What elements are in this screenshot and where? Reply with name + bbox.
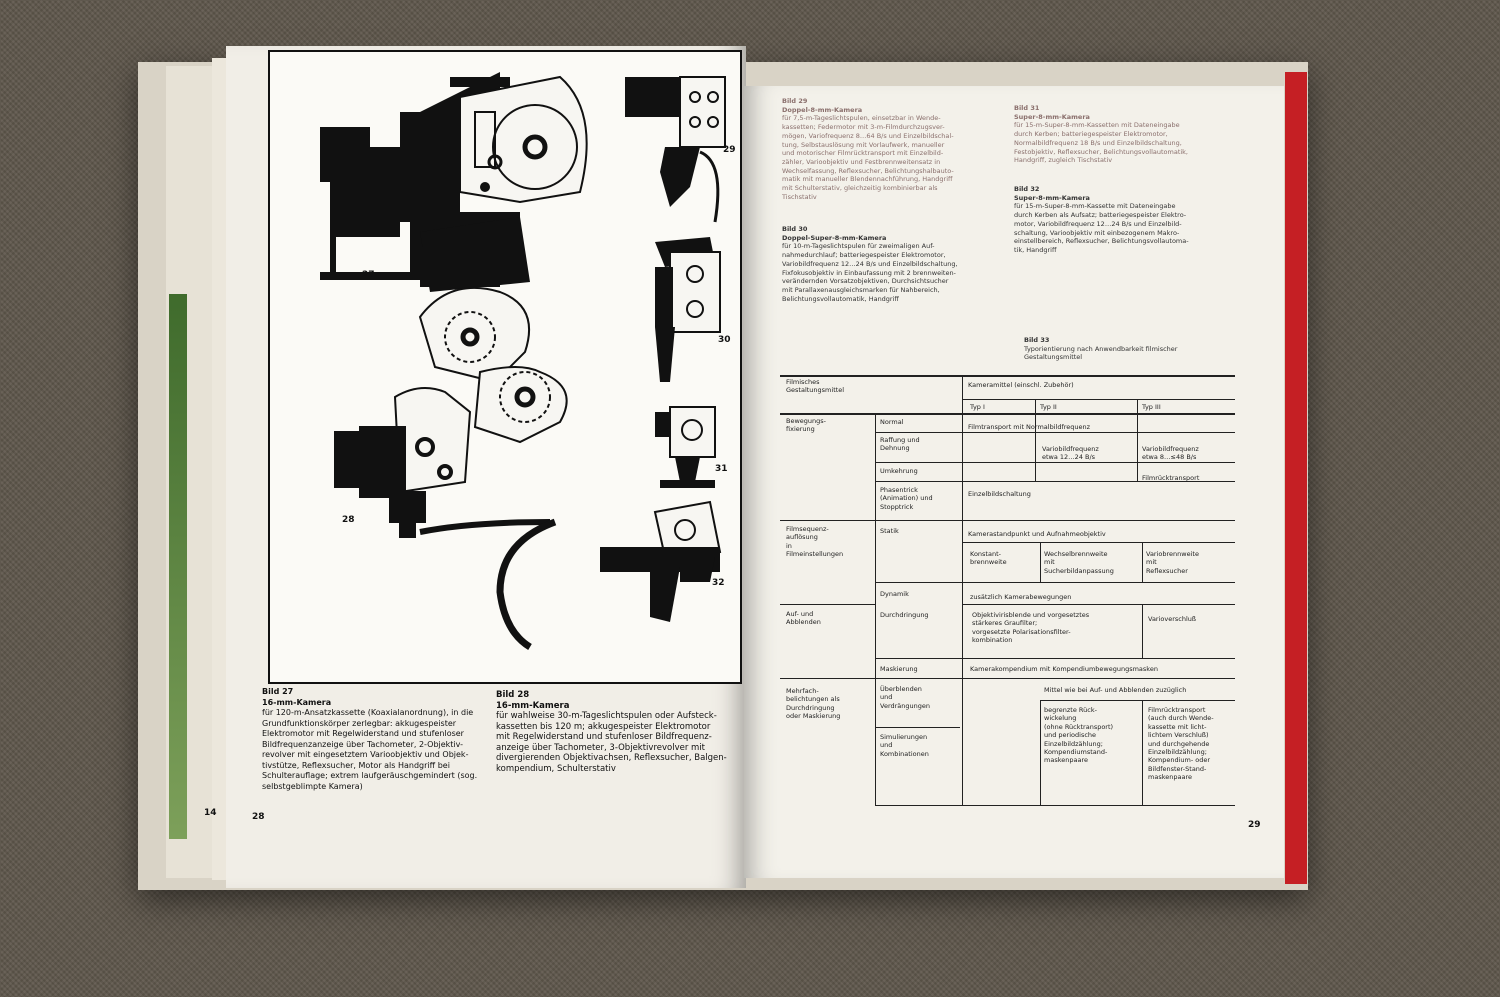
- cell-line: maskenpaare: [1148, 773, 1192, 782]
- camera-29-drawing: [625, 77, 725, 222]
- cell-einzelbild: Einzelbildschaltung: [968, 490, 1031, 498]
- cell-line: belichtungen als: [786, 695, 840, 704]
- caption-27-line: revolver mit eingesetztem Varioobjektiv und Objek-: [262, 750, 469, 759]
- cell-begrenzte-rueckwickelung: [1044, 706, 1113, 765]
- cell-line: Bewegungs-: [786, 417, 826, 425]
- cell-varioverschluss: Varioverschluß: [1148, 615, 1196, 623]
- cell-line: Kompendium- oder: [1148, 756, 1211, 765]
- cell-line: oder Maskierung: [786, 712, 841, 721]
- figure-number-28: 28: [342, 515, 355, 525]
- caption-28-line: kassetten bis 120 m; akkugespeister Elektromotor: [496, 721, 711, 732]
- camera-illustrations: [270, 52, 740, 682]
- table-rule: [1040, 542, 1041, 582]
- cell-mittel-wie-bei: Mittel wie bei Auf- und Abblenden zuzüglich: [1044, 686, 1187, 694]
- cell-line: Variobrennweite: [1146, 550, 1199, 558]
- cell-zusaetzlich: zusätzlich Kamerabewegungen: [970, 593, 1072, 601]
- cell-konstantbrennweite: [970, 550, 1007, 567]
- header-line: Filmisches: [786, 378, 820, 386]
- caption-33-title: Bild 33: [1024, 336, 1050, 344]
- right-page-number: 29: [1248, 820, 1261, 830]
- caption-bild-27: [262, 687, 492, 792]
- caption-30-line: Fixfokusobjektiv in Einbaufassung mit 2 brennweiten-: [782, 268, 956, 277]
- caption-29-line: zähler, Varioobjektiv und Festbrennweitensatz in: [782, 157, 941, 166]
- caption-33-line: Typorientierung nach Anwendbarkeit filmischer: [1024, 344, 1178, 353]
- cell-filmruecktransport-wende: [1148, 706, 1214, 782]
- table-rule: [875, 727, 960, 728]
- underlying-page-number: 14: [204, 808, 217, 818]
- cell-line: (auch durch Wende-: [1148, 714, 1214, 723]
- caption-31-line: Handgriff, zugleich Tischstativ: [1014, 156, 1113, 165]
- caption-32-line: schaltung, Varioobjektiv mit einbezogenem Makro-: [1014, 228, 1180, 237]
- caption-28-line: für wahlweise 30-m-Tageslichtspulen oder Aufsteck-: [496, 711, 717, 721]
- cell-line: Auf- und: [786, 610, 814, 618]
- cell-line: Überblenden: [880, 685, 922, 693]
- camera-27-magazine: [460, 77, 587, 202]
- figure-frame: [268, 50, 742, 684]
- caption-28-line: divergierenden Objektivachsen, Reflexsucher, Balgen-: [496, 753, 727, 763]
- caption-27-line: tivstütze, Reflexsucher, Motor als Handgriff bei: [262, 760, 450, 770]
- caption-30-line: verändernden Vorsatzobjektiven, Durchsichtsucher: [782, 277, 949, 286]
- table-rule: [1040, 700, 1235, 701]
- caption-27-line: Schulterauflage; extrem laufgeräuschgemindert (sog.: [262, 771, 478, 780]
- row-filmsequenz: [786, 525, 843, 559]
- cell-line: Wechselbrennweite: [1044, 550, 1108, 558]
- cell-line: Verdrängungen: [880, 701, 931, 710]
- row-bewegungsfixierung: [786, 417, 826, 434]
- caption-32-line: durch Kerben als Aufsatz; batteriegespeister Elektro-: [1014, 211, 1187, 220]
- caption-bild-28: [496, 690, 736, 774]
- cell-line: begrenzte Rück-: [1044, 706, 1097, 714]
- table-rule: [1142, 604, 1143, 658]
- gestaltungsmittel-table: [780, 375, 1235, 805]
- caption-32-line: motor, Variobildfrequenz 12…24 B/s und Einzelbild-: [1014, 219, 1182, 228]
- caption-27-line: Bildfrequenzanzeige über Tachometer, 2-Objektiv-: [262, 739, 464, 749]
- header-typ-3: Typ III: [1142, 403, 1161, 411]
- table-rule: [962, 399, 1235, 400]
- caption-27-line: selbstgeblimpte Kamera): [262, 781, 363, 791]
- header-kameramittel: Kameramittel (einschl. Zubehör): [968, 381, 1074, 389]
- table-rule: [962, 375, 963, 805]
- caption-31-title: Bild 31: [1014, 104, 1040, 112]
- table-rule: [875, 582, 1235, 583]
- cell-line: (Animation) und: [880, 494, 933, 503]
- table-rule: [1142, 542, 1143, 582]
- cell-line: und durchgehende: [1148, 739, 1210, 748]
- figure-number-30: 30: [718, 335, 731, 345]
- cell-line: Phasentrick: [880, 486, 918, 494]
- cell-line: und: [880, 693, 893, 702]
- caption-27-title: Bild 27: [262, 687, 294, 696]
- caption-27-line: Elektromotor mit Regelwiderstand und stufenloser: [262, 729, 464, 738]
- header-typ-2: Typ II: [1040, 403, 1057, 411]
- left-page-number: 28: [252, 812, 265, 822]
- cell-filmtransport: Filmtransport mit Normalbildfrequenz: [968, 423, 1091, 431]
- table-rule: [780, 604, 875, 605]
- cell-line: etwa 12…24 B/s: [1042, 453, 1096, 462]
- cell-objektivirisblende: [972, 611, 1089, 645]
- caption-29-line: mit Schulterstativ, gleichzeitig kombinierbar als: [782, 184, 938, 193]
- cell-line: fixierung: [786, 425, 815, 434]
- cell-line: Kompendiumstand-: [1044, 748, 1108, 757]
- cell-line: kassette mit licht-: [1148, 722, 1207, 731]
- camera-30-drawing: [655, 237, 720, 382]
- caption-30-line: Belichtungsvollautomatik, Handgriff: [782, 294, 899, 303]
- caption-27-line: für 120-m-Ansatzkassette (Koaxialanordnung), in die: [262, 708, 474, 717]
- table-rule: [1137, 399, 1138, 481]
- cell-line: Reflexsucher: [1146, 566, 1188, 575]
- caption-31-line: für 15-m-Super-8-mm-Kassetten mit Dateneingabe: [1014, 121, 1180, 130]
- cell-line: Filmsequenz-: [786, 525, 829, 533]
- cell-line: etwa 8…≤48 B/s: [1142, 453, 1197, 462]
- caption-28-line: anzeige über Tachometer, 3-Objektivrevolver mit: [496, 742, 706, 753]
- header-gestaltungsmittel: [786, 378, 844, 395]
- caption-31-line: Festobjektiv, Reflexsucher, Belichtungsvollautomatik,: [1014, 147, 1189, 156]
- camera-31-drawing: [655, 407, 715, 488]
- cell-line: Dehnung: [880, 444, 910, 453]
- cell-line: brennweite: [970, 558, 1007, 567]
- cell-dynamik: Dynamik: [880, 590, 909, 598]
- caption-29-line: Tischstativ: [782, 192, 817, 201]
- cell-normal: Normal: [880, 418, 904, 426]
- caption-28-subtitle: 16-mm-Kamera: [496, 700, 570, 711]
- cell-kompendium: Kamerakompendium mit Kompendiumbewegungsmasken: [970, 665, 1158, 673]
- table-rule: [875, 462, 1235, 463]
- caption-32-subtitle: Super-8-mm-Kamera: [1014, 193, 1090, 202]
- camera-28-drawing: [335, 288, 567, 647]
- header-line: Gestaltungsmittel: [786, 386, 845, 395]
- cell-line: Durchdringung: [786, 703, 835, 712]
- caption-27-line: Grundfunktionskörper zerlegbar: akkugespeister: [262, 718, 457, 728]
- caption-30-line: Variobildfrequenz 12…24 B/s und Einzelbildschaltung,: [782, 259, 958, 268]
- cell-line: vorgesetzte Polarisationsfilter-: [972, 627, 1071, 636]
- cell-line: Filmeinstellungen: [786, 550, 844, 559]
- cell-line: Kombinationen: [880, 749, 929, 758]
- red-cover-edge: [1285, 72, 1307, 884]
- green-photo-strip: [169, 294, 187, 839]
- cell-line: Sucherbildanpassung: [1044, 566, 1114, 575]
- cell-line: lichtem Verschluß): [1148, 731, 1209, 740]
- caption-30-title: Bild 30: [782, 225, 808, 233]
- caption-29-line: Wechselfassung, Reflexsucher, Belichtungshalbauto-: [782, 166, 954, 175]
- caption-29-title: Bild 29: [782, 97, 808, 105]
- caption-28-line: mit Regelwiderstand und stufenloser Bildfrequenz-: [496, 732, 712, 742]
- caption-28-line: kompendium, Schulterstativ: [496, 763, 616, 774]
- cell-phasentrick: [880, 486, 933, 511]
- table-rule: [780, 678, 1235, 679]
- cell-line: maskenpaare: [1044, 756, 1088, 765]
- caption-31-line: durch Kerben; batteriegespeister Elektromotor,: [1014, 130, 1168, 139]
- caption-29-line: für 7,5-m-Tageslichtspulen, einsetzbar in Wende-: [782, 114, 941, 123]
- caption-29-line: matik mit manueller Blendennachführung, Handgriff: [782, 175, 953, 184]
- cell-line: Raffung und: [880, 436, 920, 444]
- cell-line: Filmrücktransport: [1148, 706, 1206, 714]
- cell-line: mit: [1146, 558, 1157, 567]
- caption-27-subtitle: 16-mm-Kamera: [262, 697, 332, 707]
- table-rule: [780, 375, 1235, 377]
- table-rule: [875, 413, 876, 805]
- caption-33-line: Gestaltungsmittel: [1024, 353, 1083, 362]
- cell-line: auflösung: [786, 533, 818, 542]
- cell-line: Simulierungen: [880, 733, 928, 741]
- table-rule: [1040, 700, 1041, 805]
- cell-line: Bildfenster-Stand-: [1148, 764, 1207, 773]
- row-mehrfachbelichtungen: [786, 687, 840, 721]
- cell-line: kombination: [972, 636, 1013, 645]
- cell-maskierung: Maskierung: [880, 665, 918, 673]
- caption-32-line: tik, Handgriff: [1014, 245, 1057, 254]
- cell-line: in: [786, 541, 792, 550]
- cell-raffung: [880, 436, 920, 453]
- cell-wechselbrennweite: [1044, 550, 1114, 575]
- cell-simulierungen: [880, 733, 929, 758]
- table-rule: [875, 805, 1235, 806]
- cell-line: Konstant-: [970, 550, 1001, 558]
- cell-vario-8-48: [1142, 445, 1199, 462]
- caption-31-subtitle: Super-8-mm-Kamera: [1014, 112, 1090, 121]
- cell-line: stärkeres Graufilter;: [972, 619, 1038, 628]
- row-aufabblenden: [786, 610, 821, 627]
- figure-number-31: 31: [715, 464, 728, 474]
- caption-30-subtitle: Doppel-Super-8-mm-Kamera: [782, 233, 887, 242]
- header-typ-1: Typ I: [970, 403, 985, 411]
- caption-31-line: Normalbildfrequenz 18 B/s und Einzelbildschaltung,: [1014, 138, 1182, 147]
- table-rule: [1035, 399, 1036, 481]
- cell-line: Einzelbildzählung;: [1044, 739, 1103, 748]
- cell-line: Mehrfach-: [786, 687, 819, 695]
- caption-29-line: tung, Selbstauslösung mit Vorlaufwerk, manueller: [782, 140, 945, 149]
- cell-line: wickelung: [1044, 714, 1077, 723]
- cell-line: Abblenden: [786, 618, 821, 627]
- cell-umkehrung: Umkehrung: [880, 467, 918, 475]
- cell-kamerastandpunkt: Kamerastandpunkt und Aufnahmeobjektiv: [968, 530, 1106, 538]
- cell-line: (ohne Rücktransport): [1044, 722, 1114, 731]
- cell-line: Einzelbildzählung;: [1148, 748, 1207, 757]
- caption-32-line: einstellbereich, Reflexsucher, Belichtungsvollautoma-: [1014, 237, 1189, 246]
- caption-29-line: kassetten; Federmotor mit 3-m-Filmdurchzugsver-: [782, 123, 945, 132]
- table-rule: [1142, 700, 1143, 805]
- figure-number-27: 27: [362, 270, 375, 280]
- cell-durchdringung: Durchdringung: [880, 611, 929, 619]
- caption-bild-29: [782, 97, 1004, 201]
- cell-ueberblenden: [880, 685, 930, 710]
- cell-filmruecktransport: Filmrücktransport: [1142, 474, 1200, 482]
- cell-line: Variobildfrequenz: [1042, 445, 1099, 453]
- caption-29-subtitle: Doppel-8-mm-Kamera: [782, 105, 863, 114]
- cell-line: mit: [1044, 558, 1055, 567]
- caption-bild-32: [1014, 185, 1234, 255]
- table-rule: [875, 432, 1235, 433]
- caption-30-line: mit Parallaxenausgleichsmarken für Nahbereich,: [782, 285, 940, 294]
- figure-number-29: 29: [723, 145, 736, 155]
- caption-bild-33: [1024, 336, 1234, 362]
- table-rule: [780, 413, 1235, 415]
- caption-bild-30: [782, 225, 1004, 303]
- cell-line: Stopptrick: [880, 502, 914, 511]
- table-rule: [875, 658, 1235, 659]
- caption-29-line: mögen, Variofrequenz 8…64 B/s und Einzelbildschal-: [782, 131, 954, 140]
- cell-vario-12-24: [1042, 445, 1099, 462]
- cell-line: Objektivirisblende und vorgesetztes: [972, 611, 1090, 619]
- caption-32-line: für 15-m-Super-8-mm-Kassette mit Dateneingabe: [1014, 202, 1176, 211]
- cell-variobrennweite: [1146, 550, 1199, 575]
- cell-line: Variobildfrequenz: [1142, 445, 1199, 453]
- table-rule: [962, 542, 1235, 543]
- camera-32-drawing: [600, 502, 720, 622]
- table-rule: [780, 520, 1235, 521]
- cell-statik: Statik: [880, 527, 899, 535]
- caption-30-line: für 10-m-Tageslichtspulen für zweimaligen Auf-: [782, 242, 935, 251]
- caption-30-line: nahmedurchlauf; batteriegespeister Elektromotor,: [782, 251, 946, 260]
- cell-line: und periodische: [1044, 731, 1097, 740]
- table-rule: [962, 604, 1235, 605]
- caption-32-title: Bild 32: [1014, 185, 1040, 193]
- cell-line: und: [880, 741, 893, 750]
- caption-bild-31: [1014, 104, 1234, 165]
- caption-28-title: Bild 28: [496, 690, 530, 700]
- figure-number-32: 32: [712, 578, 725, 588]
- caption-29-line: und motorischer Filmrücktransport mit Einzelbild-: [782, 149, 944, 158]
